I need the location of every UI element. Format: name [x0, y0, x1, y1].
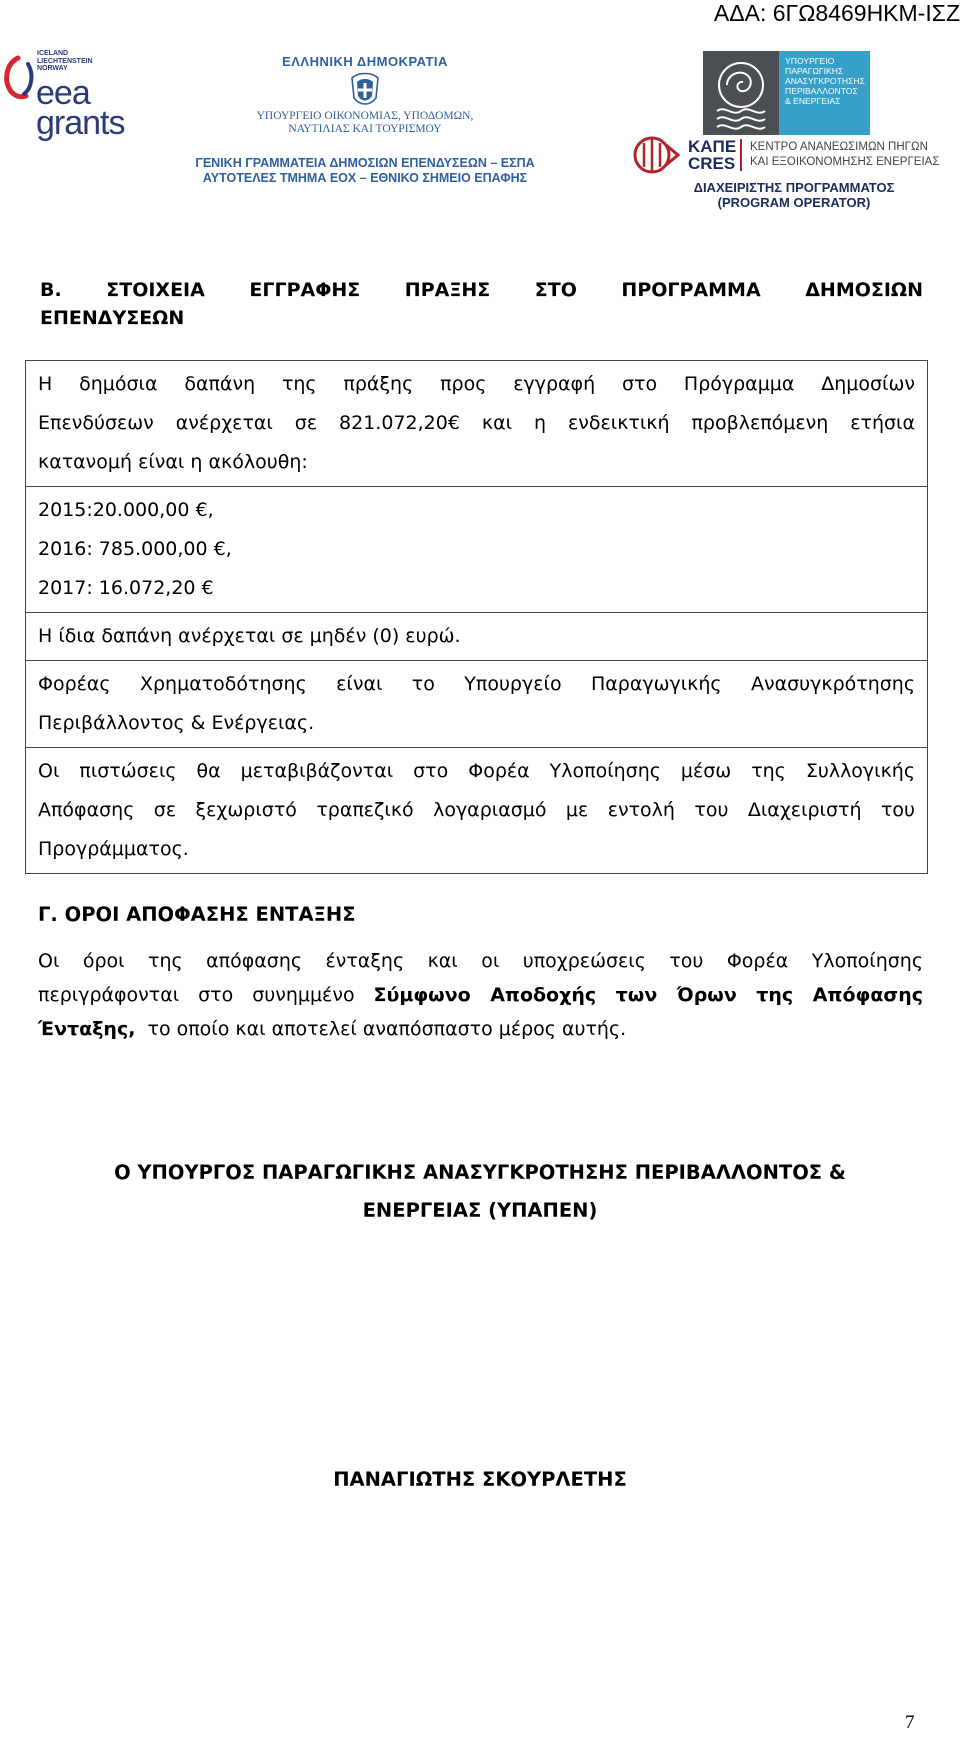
table-row: 2015:20.000,00 €, 2016: 785.000,00 €, 2017: 16.072,20 € — [26, 487, 927, 613]
table-row: Η δημόσια δαπάνη της πράξης προς εγγραφή στο Πρόγραμμα Δημοσίων Επενδύσεων ανέρχεται σε 821.072,20€ και η ενδεικτική προβλεπόμενη ετήσια κατανομή είναι η ακόλουθη: — [26, 361, 927, 487]
kape-word: ΚΑΠΕ — [688, 137, 737, 156]
page-number: 7 — [905, 1712, 915, 1733]
ada-code: ΑΔΑ: 6ΓΩ8469ΗΚΜ-ΙΣΖ — [713, 0, 960, 26]
ypen-emblem-icon — [703, 51, 779, 135]
kape-divider — [740, 139, 742, 171]
hellenic-republic-title: ΕΛΛΗΝΙΚΗ ΔΗΜΟΚΡΑΤΙΑ — [282, 54, 448, 69]
section-c-heading: Γ. ΟΡΟΙ ΑΠΟΦΑΣΗΣ ΕΝΤΑΞΗΣ — [38, 903, 356, 926]
eea-word: eea — [36, 74, 90, 112]
coat-of-arms-icon — [348, 72, 382, 108]
grants-word: grants — [36, 104, 125, 142]
eea-countries: ICELAND LIECHTENSTEIN NORWAY — [37, 50, 93, 72]
hellenic-republic-logo — [230, 54, 500, 136]
signatory-name: ΠΑΝΑΓΙΩΤΗΣ ΣΚΟΥΡΛΕΤΗΣ — [333, 1468, 627, 1491]
general-secretariat: ΓΕΝΙΚΗ ΓΡΑΜΜΑΤΕΙΑ ΔΗΜΟΣΙΩΝ ΕΠΕΝΔΥΣΕΩΝ – ΕΣΠΑ ΑΥΤΟΤΕΛΕΣ ΤΜΗΜΑ ΕΟΧ – ΕΘΝΙΚΟ ΣΗΜΕΙΟ ΕΠΑΦΗΣ — [195, 156, 535, 185]
kape-mark-icon — [632, 135, 684, 175]
ministry-name: ΥΠΟΥΡΓΕΙΟ ΟΙΚΟΝΟΜΙΑΣ, ΥΠΟΔΟΜΩΝ, ΝΑΥΤΙΛΙΑΣ ΚΑΙ ΤΟΥΡΙΣΜΟΥ — [256, 110, 474, 135]
cres-word: CRES — [688, 154, 736, 173]
kape-full-name: ΚΕΝΤΡΟ ΑΝΑΝΕΩΣΙΜΩΝ ΠΗΓΩΝ ΚΑΙ ΕΞΟΙΚΟΝΟΜΗΣΗΣ ΕΝΕΡΓΕΙΑΣ — [750, 141, 940, 168]
table-row: Οι πιστώσεις θα μεταβιβάζονται στο Φορέα Υλοποίησης μέσω της Συλλογικής Απόφασης σε ξεχωριστό τραπεζικό λογαριασμό με εντολή του Διαχειριστή του Προγράμματος. — [38, 760, 915, 860]
table-row: Η ίδια δαπάνη ανέρχεται σε μηδέν (0) ευρώ. — [26, 613, 927, 661]
registration-details-table — [25, 360, 928, 874]
program-operator: ΔΙΑΧΕΙΡΙΣΤΗΣ ΠΡΟΓΡΑΜΜΑΤΟΣ (PROGRAM OPERATOR) — [693, 180, 895, 210]
table-row: Φορέας Χρηματοδότησης είναι το Υπουργείο Παραγωγικής Ανασυγκρότησης Περιβάλλοντος & Ενέργειας. — [26, 661, 927, 748]
kape-cres-logo — [632, 135, 940, 175]
eea-grants-logo — [4, 50, 124, 145]
eea-swirl-icon — [4, 54, 36, 114]
minister-title: Ο ΥΠΟΥΡΓΟΣ ΠΑΡΑΓΩΓΙΚΗΣ ΑΝΑΣΥΓΚΡΟΤΗΣΗΣ ΠΕΡΙΒΑΛΛΟΝΤΟΣ & ΕΝΕΡΓΕΙΑΣ (ΥΠΑΠΕΝ) — [114, 1161, 846, 1222]
ypen-logo-text: ΥΠΟΥΡΓΕΙΟ ΠΑΡΑΓΩΓΙΚΗΣ ΑΝΑΣΥΓΚΡΟΤΗΣΗΣ ΠΕΡΙΒΑΛΛΟΝΤΟΣ & ΕΝΕΡΓΕΙΑΣ — [785, 56, 865, 106]
section-c-paragraph: Οι όροι της απόφασης ένταξης και οι υποχρεώσεις του Φορέα Υλοποίησης περιγράφονται στο συνημμένο Σύμφωνο Αποδοχής των Όρων της Απόφασης Ένταξης, το οποίο και αποτελεί αναπόσπαστο μέρος αυτής. — [38, 950, 924, 1040]
section-b-heading: Β. ΣΤΟΙΧΕΙΑ ΕΓΓΡΑΦΗΣ ΠΡΑΞΗΣ ΣΤΟ ΠΡΟΓΡΑΜΜΑ ΔΗΜΟΣΙΩΝ ΕΠΕΝΔΥΣΕΩΝ — [40, 279, 923, 329]
ypen-logo — [703, 51, 870, 135]
